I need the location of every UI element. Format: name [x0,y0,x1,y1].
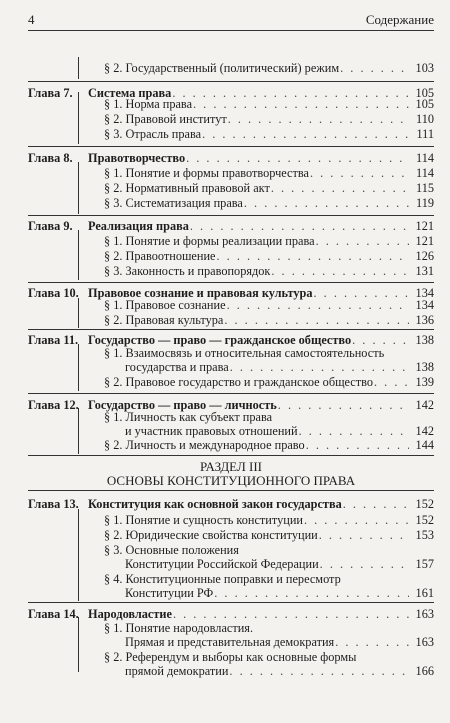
entry-title: § 2. Личность и международное право [104,438,305,452]
chapter-label: Глава 13. [28,497,79,511]
chapter-title: Государство — право — гражданское общество [88,333,352,347]
entry-page: 110 [416,112,434,126]
entry-page: 126 [415,249,434,263]
entry-title-line1: § 1. Понятие народовластия. [104,621,254,635]
leader-dots [310,166,409,181]
entry-page: 163 [415,635,434,649]
entry-page: 134 [415,298,434,312]
entry-title: § 3. Отрасль права [104,127,202,141]
section-rule [78,298,79,328]
entry-title: § 2. Правовое государство и гражданское общество [104,375,374,389]
divider [28,215,434,216]
chapter-title: Система права [88,86,172,100]
leader-dots [244,196,409,211]
entry-page: 153 [415,528,434,542]
chapter-title: Правотворчество [88,151,186,165]
divider [28,602,434,603]
section-rule [78,57,79,79]
chapter-label: Глава 10. [28,286,79,300]
entry-title: § 3. Законность и правопорядок [104,264,271,278]
section-rule [78,92,79,144]
entry-page: 121 [415,234,434,248]
part-title: ОСНОВЫ КОНСТИТУЦИОННОГО ПРАВА [106,473,356,488]
entry-page: 152 [415,513,434,527]
leader-dots [340,61,409,76]
entry-page: 103 [415,61,434,75]
section-rule [78,162,79,214]
entry-page: 114 [416,166,434,180]
leader-dots [335,635,409,650]
running-title: Содержание [365,12,434,27]
leader-dots [306,438,409,453]
leader-dots [374,375,409,390]
chapter-title: Конституция как основной закон государства [88,497,342,511]
chapter-title: Правовое сознание и правовая культура [88,286,313,300]
entry-page: 157 [415,557,434,571]
entry-title: § 1. Норма права [104,97,193,111]
entry-title-line1: § 1. Личность как субъект права [104,410,273,424]
entry-title: § 1. Правовое сознание [104,298,226,312]
entry-page: 131 [415,264,434,278]
leader-dots [304,513,409,528]
entry-page: 134 [415,286,434,300]
entry-page: 115 [416,181,434,195]
entry-page: 161 [415,586,434,600]
divider [28,490,434,491]
leader-dots [190,219,409,234]
leader-dots [214,586,409,601]
entry-title-line1: § 2. Референдум и выборы как основные формы [104,650,357,664]
chapter-label: Глава 7. [28,86,73,100]
entry-title: § 2. Юридические свойства конституции [104,528,318,542]
section-rule [78,344,79,391]
entry-title: § 1. Понятие и сущность конституции [104,513,303,527]
entry-title: § 2. Правовой институт [104,112,227,126]
running-header [28,8,434,31]
chapter-label: Глава 11. [28,333,79,347]
chapter-label: Глава 9. [28,219,73,233]
entry-title-line1: § 4. Конституционные поправки и пересмотр [104,572,341,586]
entry-page: 152 [415,497,434,511]
entry-page: 105 [415,97,434,111]
section-rule [78,617,79,672]
entry-page: 142 [415,398,434,412]
part-heading: РАЗДЕЛ III [199,459,263,474]
chapter-title: Государство — право — личность [88,398,277,412]
entry-page: 142 [415,424,434,438]
entry-title-line1: § 3. Основные положения [104,543,239,557]
leader-dots [202,127,409,142]
entry-title: § 2. Правовая культура [104,313,224,327]
entry-title-line2: Конституции Российской Федерации [125,557,319,571]
leader-dots [173,607,409,622]
leader-dots [271,181,409,196]
entry-title-line2: государства и права [125,360,229,374]
entry-page: 136 [415,313,434,327]
divider [28,81,434,82]
entry-page: 163 [415,607,434,621]
chapter-label: Глава 12. [28,398,79,412]
divider [28,146,434,147]
section-rule [78,509,79,601]
entry-page: 138 [415,333,434,347]
entry-title: § 2. Правоотношение [104,249,216,263]
entry-title: § 2. Государственный (политический) режим [104,61,340,75]
entry-page: 105 [415,86,434,100]
leader-dots [193,97,409,112]
leader-dots [224,313,409,328]
divider [28,329,434,330]
leader-dots [227,298,409,313]
entry-title-line2: и участник правовых отношений [125,424,298,438]
divider [28,393,434,394]
leader-dots [186,151,409,166]
leader-dots [230,360,409,375]
entry-page: 114 [416,151,434,165]
entry-title: § 2. Нормативный правовой акт [104,181,270,195]
entry-title: § 3. Систематизация права [104,196,243,210]
section-rule [78,230,79,280]
entry-page: 121 [415,219,434,233]
leader-dots [319,528,409,543]
page-number: 4 [28,12,35,27]
entry-title-line2: прямой демократии [125,664,229,678]
leader-dots [217,249,409,264]
entry-title-line2: Конституции РФ [125,586,214,600]
section-rule [78,408,79,454]
entry-title-line1: § 1. Взаимосвязь и относительная самостоятельность [104,346,385,360]
entry-page: 166 [415,664,434,678]
chapter-label: Глава 14. [28,607,79,621]
chapter-title: Народовластие [88,607,172,621]
entry-page: 144 [415,438,434,452]
divider [28,282,434,283]
leader-dots [271,264,409,279]
chapter-label: Глава 8. [28,151,73,165]
entry-page: 111 [416,127,434,141]
leader-dots [316,234,409,249]
leader-dots [228,112,409,127]
entry-page: 139 [415,375,434,389]
entry-page: 138 [415,360,434,374]
leader-dots [343,497,409,512]
chapter-title: Реализация права [88,219,189,233]
leader-dots [320,557,409,572]
leader-dots [229,664,409,679]
leader-dots [299,424,409,439]
entry-title-line2: Прямая и представительная демократия [125,635,335,649]
entry-title: § 1. Понятие и формы правотворчества [104,166,309,180]
entry-page: 119 [416,196,434,210]
entry-title: § 1. Понятие и формы реализации права [104,234,315,248]
divider [28,455,434,456]
